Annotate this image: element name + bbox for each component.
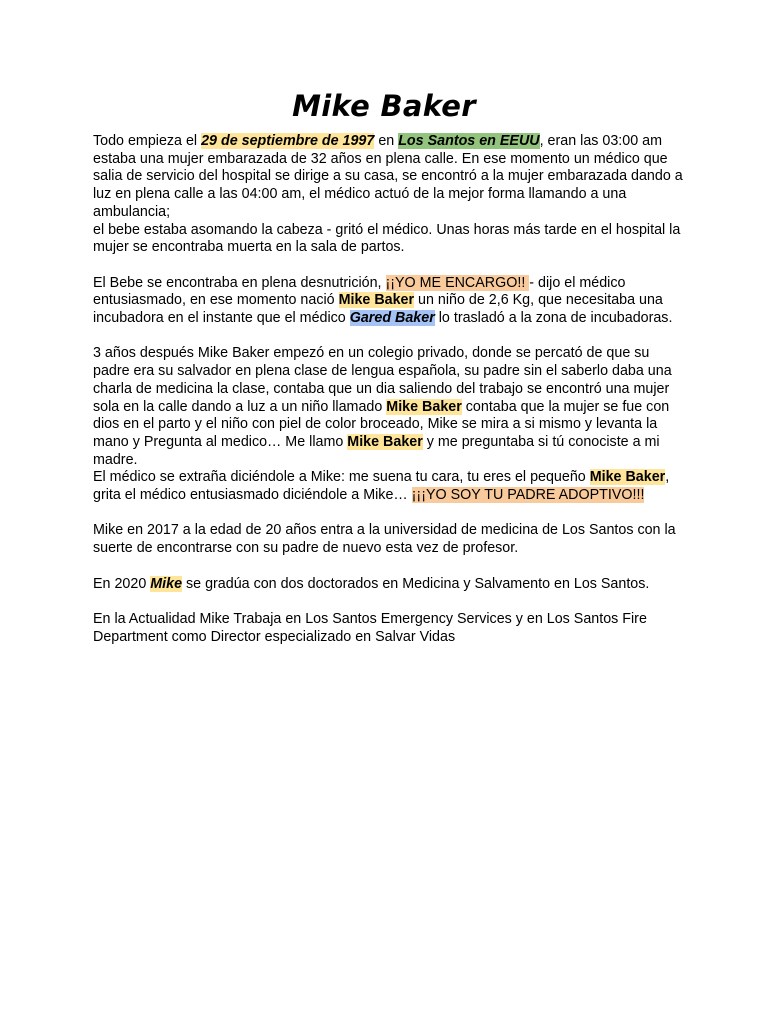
document-body	[93, 133, 683, 664]
text-run: se gradúa con dos doctorados en Medicina y Salvamento en Los Santos.	[182, 575, 650, 592]
paragraph-birth	[93, 133, 683, 257]
text-run: en	[374, 133, 399, 149]
highlight-name: Mike Baker	[338, 292, 415, 309]
highlight-place: Los Santos en EEUU	[398, 133, 540, 149]
text-run: , eran las 03:00 am estaba una mujer embarazada de 32 años en plena calle. En ese momento un médico que salia de servicio del hospital se dirige a su casa, se encontró a la mujer embarazada dando a luz en plena calle a las 04:00 am, el médico actuó de la mejor forma llamando a una ambulancia;	[93, 133, 683, 220]
text-run: un niño de 2,6 Kg, que necesitaba una incubadora en el instante que el médico	[93, 292, 663, 327]
highlight-date: 29 de septiembre de 1997	[201, 133, 375, 149]
text-run: lo trasladó a la zona de incubadoras.	[434, 310, 673, 327]
highlight-doctor: Gared Baker	[349, 310, 435, 327]
paragraph-university: Mike en 2017 a la edad de 20 años entra a la universidad de medicina de Los Santos con la suerte de encontrarse con su padre de nuevo esta vez de profesor.	[93, 522, 676, 557]
paragraph-present: En la Actualidad Mike Trabaja en Los Santos Emergency Services y en Los Santos Fire Department como Director especializado en Salvar Vidas	[93, 610, 647, 645]
highlight-shout: ¡¡YO ME ENCARGO!!	[385, 274, 530, 291]
highlight-name: Mike Baker	[347, 433, 423, 450]
text-run: 3 años después Mike Baker empezó en un colegio privado, donde se percató de que su padre era su salvador en plena clase de lengua española, su padre sin el saberlo daba una charla de medicina la clase, contaba que un dia saliendo del trabajo se encontró una mujer sola en la calle dando a luz a un niño llamado	[93, 345, 672, 415]
highlight-name: Mike Baker	[589, 469, 666, 486]
text-run: Todo empieza el	[93, 133, 202, 149]
highlight-name: Mike Baker	[386, 398, 462, 415]
highlight-name: Mike	[150, 575, 183, 592]
text-run: - dijo el médico entusiasmado, en ese momento nació	[93, 274, 626, 309]
paragraph-incubator	[93, 275, 683, 328]
text-run: El Bebe se encontraba en plena desnutrición,	[93, 274, 386, 291]
document-title: Mike Baker	[292, 89, 476, 123]
paragraph-school	[93, 345, 683, 504]
text-run: , grita el médico entusiasmado diciéndole a Mike…	[93, 469, 670, 504]
text-run: En 2020	[93, 575, 151, 592]
text-run: y me preguntaba si tú conociste a mi madre.	[93, 433, 660, 468]
highlight-shout: ¡¡¡YO SOY TU PADRE ADOPTIVO!!!	[411, 487, 645, 504]
text-run: el bebe estaba asomando la cabeza - gritó el médico. Unas horas más tarde en el hospital la mujer se encontraba muerta en la sala de partos.	[93, 221, 681, 256]
text-run: contaba que la mujer se fue con dios en el parto y el niño con piel de color broceado, Mike se mira a si mismo y levanta la mano y Pregunta al medico… Me llamo	[93, 398, 670, 450]
text-run: El médico se extraña diciéndole a Mike: me suena tu cara, tu eres el pequeño	[93, 469, 590, 486]
paragraph-graduation	[93, 576, 683, 594]
